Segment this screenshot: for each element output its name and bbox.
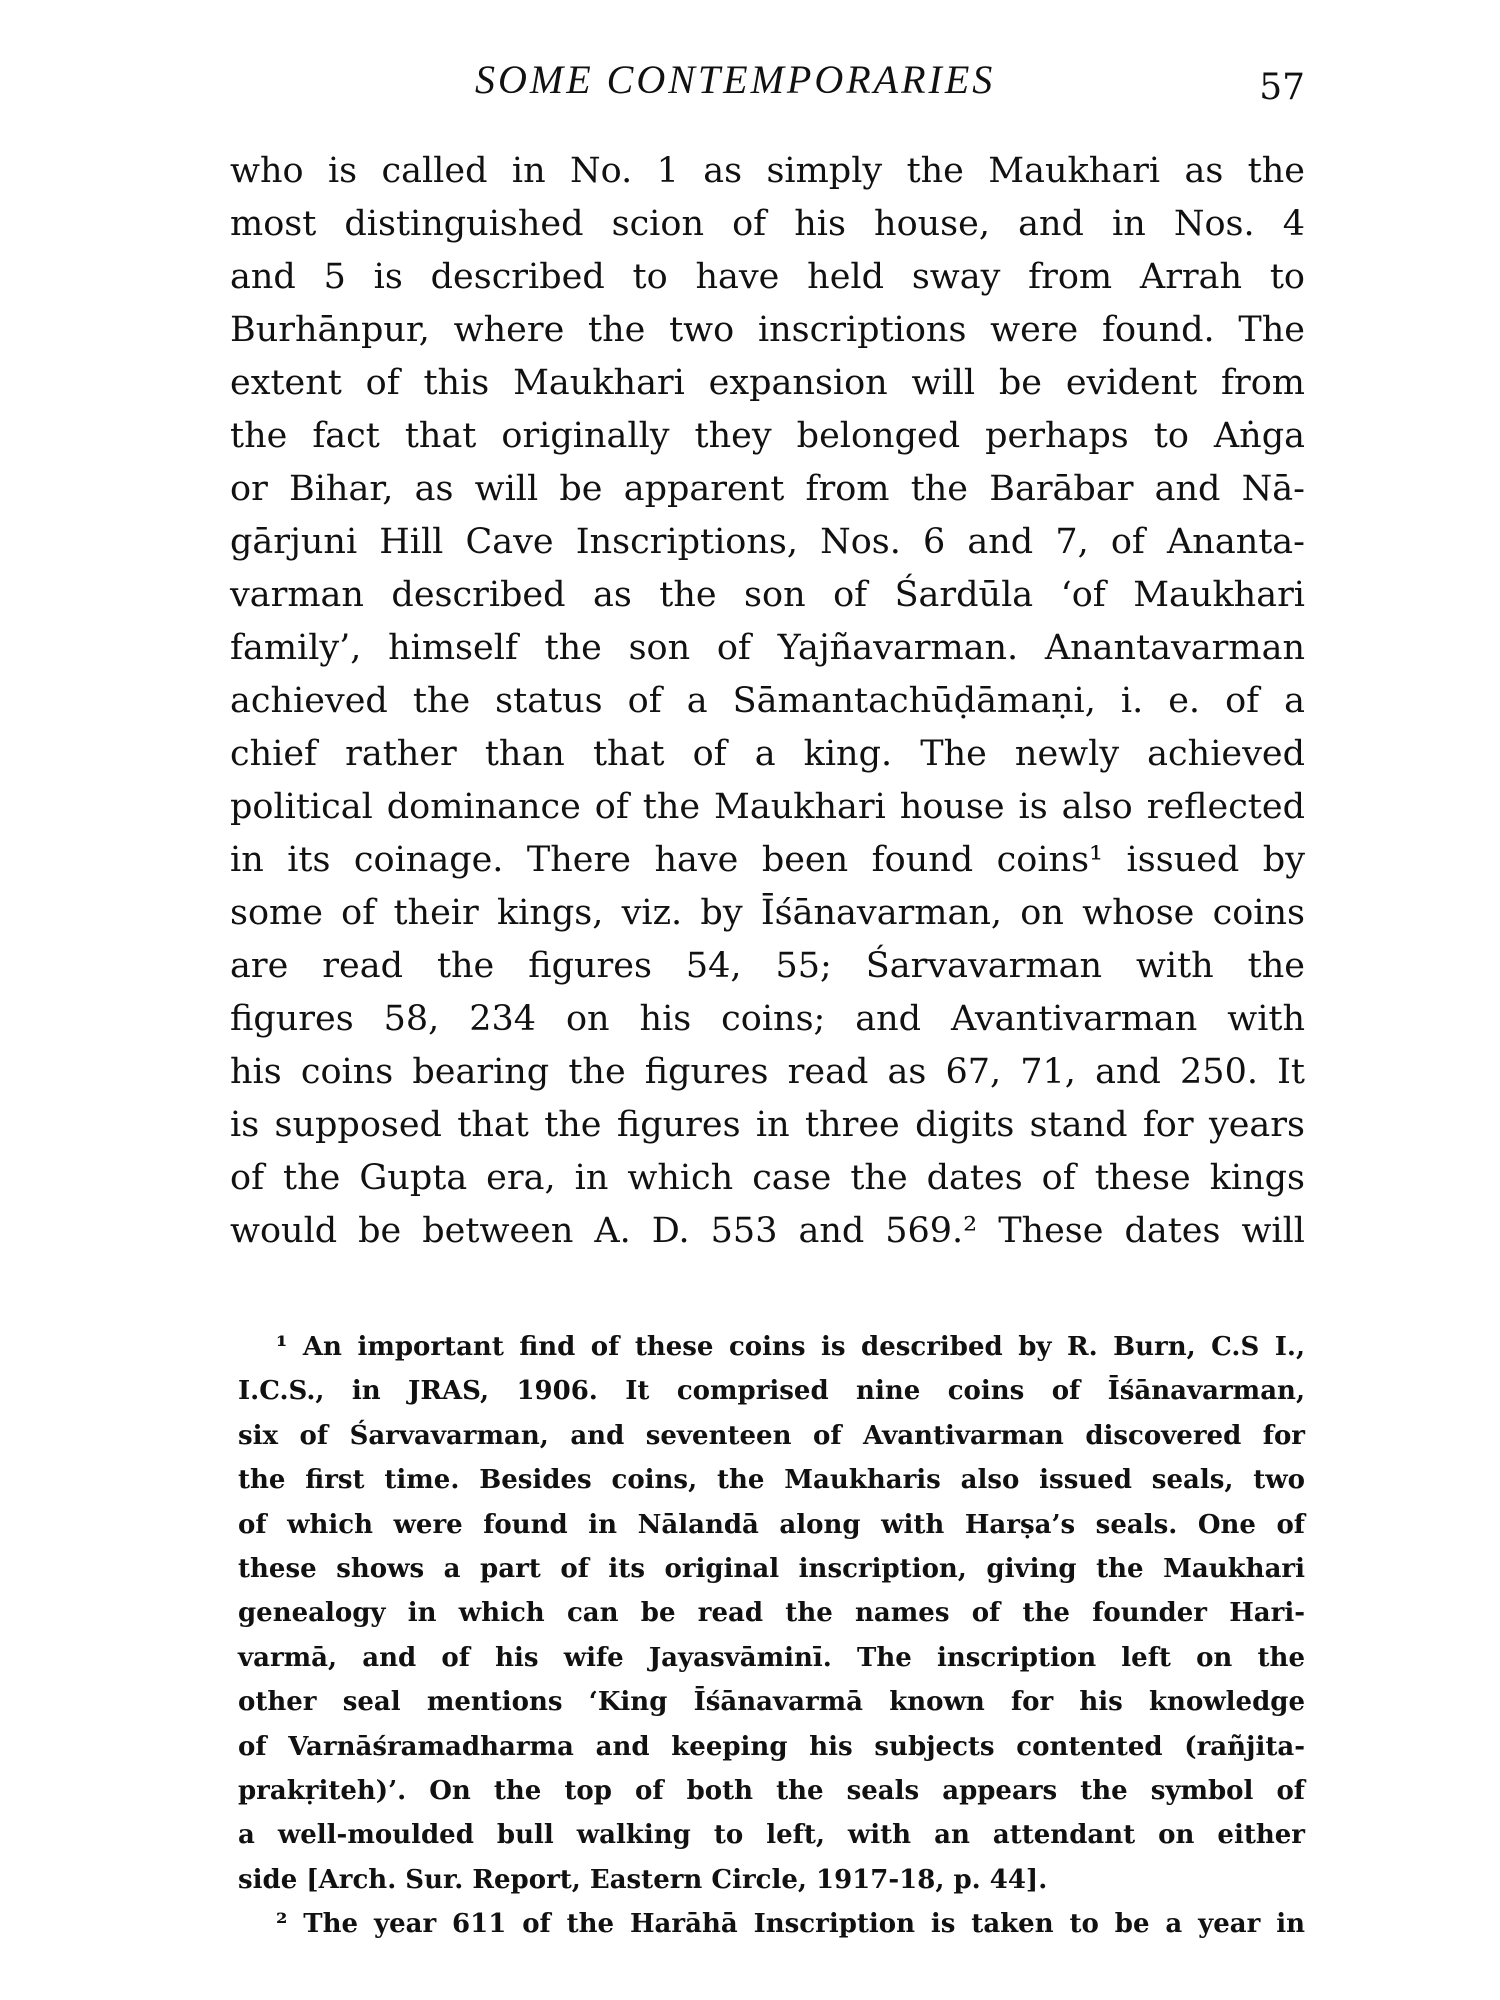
body-line: family’, himself the son of Yajñavarman. Anantavarman <box>230 628 1305 668</box>
footnote-line: these shows a part of its original inscription, giving the Maukhari <box>238 1553 1305 1584</box>
body-line: figures 58, 234 on his coins; and Avantivarman with <box>230 999 1305 1039</box>
body-line: the fact that originally they belonged perhaps to Aṅga <box>230 416 1305 456</box>
body-line: achieved the status of a Sāmantachūḍāmaṇi, i. e. of a <box>230 681 1305 721</box>
footnote-line: I.C.S., in JRAS, 1906. It comprised nine coins of Īśānavarman, <box>238 1376 1305 1407</box>
body-line: some of their kings, viz. by Īśānavarman, on whose coins <box>230 893 1305 933</box>
body-line: or Bihar, as will be apparent from the Barābar and Nā- <box>230 469 1305 509</box>
footnote-line: other seal mentions ‘King Īśānavarmā known for his knowledge <box>238 1687 1305 1718</box>
body-line: are read the figures 54, 55; Śarvavarman with the <box>230 946 1305 986</box>
body-line: in its coinage. There have been found coins¹ issued by <box>230 840 1305 880</box>
body-line: his coins bearing the figures read as 67, 71, and 250. It <box>230 1052 1305 1092</box>
footnote-line: a well-moulded bull walking to left, with an attendant on either <box>238 1820 1305 1851</box>
footnote-line: varmā, and of his wife Jayasvāminī. The inscription left on the <box>238 1642 1305 1673</box>
footnotes-block <box>238 1325 1305 1946</box>
footnote-line: side [Arch. Sur. Report, Eastern Circle, 1917-18, p. 44]. <box>238 1864 1048 1895</box>
body-line: is supposed that the figures in three digits stand for years <box>230 1105 1305 1145</box>
main-text-block <box>230 145 1305 1258</box>
running-title: SOME CONTEMPORARIES <box>475 57 996 102</box>
body-line: extent of this Maukhari expansion will be evident from <box>230 363 1305 403</box>
footnote-line: ² The year 611 of the Harāhā Inscription is taken to be a year in <box>276 1909 1305 1940</box>
body-line: Burhānpur, where the two inscriptions were found. The <box>230 310 1305 350</box>
body-line: would be between A. D. 553 and 569.² These dates will <box>230 1211 1305 1251</box>
body-line: and 5 is described to have held sway from Arrah to <box>230 257 1305 297</box>
footnote-line: the first time. Besides coins, the Maukharis also issued seals, two <box>238 1465 1305 1496</box>
body-line: of the Gupta era, in which case the dates of these kings <box>230 1158 1305 1198</box>
footnote-line: of Varnāśramadharma and keeping his subjects contented (rañjita- <box>238 1731 1305 1762</box>
running-head <box>230 50 1305 110</box>
body-line: varman described as the son of Śardūla ‘of Maukhari <box>230 575 1305 615</box>
footnote-line: genealogy in which can be read the names of the founder Hari- <box>238 1598 1305 1629</box>
footnote-line: prakṛiteh)’. On the top of both the seals appears the symbol of <box>238 1775 1305 1806</box>
body-line: who is called in No. 1 as simply the Maukhari as the <box>230 151 1305 191</box>
body-line: most distinguished scion of his house, and in Nos. 4 <box>230 204 1305 244</box>
footnote-line: of which were found in Nālandā along with Harṣa’s seals. One of <box>238 1509 1305 1540</box>
footnote-line: six of Śarvavarman, and seventeen of Avantivarman discovered for <box>238 1420 1305 1451</box>
body-line: political dominance of the Maukhari house is also reflected <box>230 787 1305 827</box>
page-number: 57 <box>1259 67 1305 108</box>
body-line: chief rather than that of a king. The newly achieved <box>230 734 1305 774</box>
footnote-line: ¹ An important find of these coins is described by R. Burn, C.S I., <box>276 1332 1305 1362</box>
body-line: gārjuni Hill Cave Inscriptions, Nos. 6 and 7, of Ananta- <box>230 522 1305 562</box>
